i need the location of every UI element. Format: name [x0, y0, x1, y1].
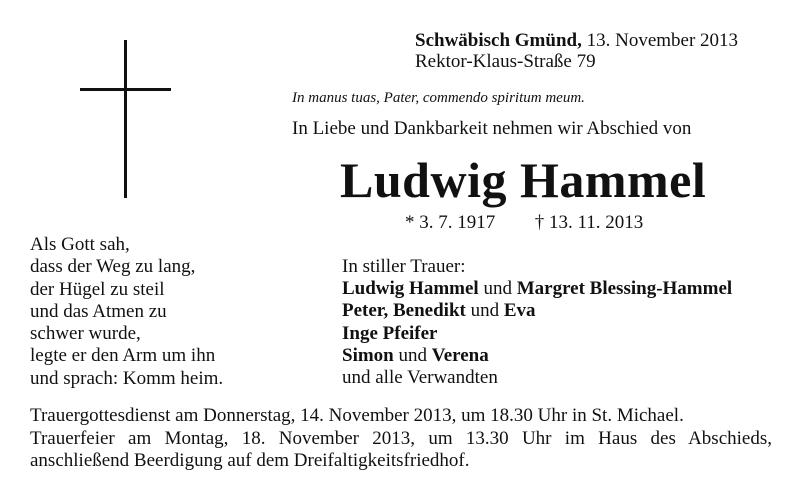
- notice-date: 13. November 2013: [586, 30, 739, 51]
- mourner-name: Eva: [503, 300, 536, 322]
- mourners-intro: In stiller Trauer:: [342, 256, 466, 277]
- poem-line: schwer wurde,: [30, 323, 141, 345]
- poem: [30, 234, 223, 390]
- service-line: Trauergottesdienst am Donnerstag, 14. November 2013, um 18.30 Uhr in St. Michael.: [30, 405, 684, 426]
- cross-icon-vertical: [124, 40, 127, 198]
- conjunction: und: [478, 278, 517, 300]
- mourner-name: Verena: [431, 344, 489, 366]
- poem-line: Als Gott sah,: [30, 234, 130, 255]
- latin-motto: In manus tuas, Pater, commendo spiritum meum.: [292, 90, 585, 106]
- service-line: anschließend Beerdigung auf dem Dreifaltigkeitsfriedhof.: [30, 450, 470, 471]
- mourners-list: [342, 256, 732, 389]
- place-city: Schwäbisch Gmünd,: [415, 30, 582, 51]
- service-details: [30, 405, 772, 473]
- mourner-name: Ludwig Hammel: [342, 278, 479, 300]
- farewell-line: In Liebe und Dankbarkeit nehmen wir Abschied von: [292, 118, 692, 139]
- conjunction: und: [393, 344, 432, 366]
- mourner-name: Inge Pfeifer: [342, 322, 438, 344]
- mourner-name: Simon: [342, 344, 394, 366]
- birth-date: * 3. 7. 1917: [405, 212, 496, 233]
- poem-line: und das Atmen zu: [30, 300, 167, 322]
- poem-line: und sprach: Komm heim.: [30, 367, 224, 389]
- poem-line: der Hügel zu steil: [30, 278, 165, 300]
- mourner-line: [342, 345, 732, 367]
- poem-line: dass der Weg zu lang,: [30, 256, 196, 278]
- mourner-line: [342, 278, 732, 300]
- service-line: Trauerfeier am Montag, 18. November 2013, um 13.30 Uhr im Haus des Abschieds,: [30, 427, 772, 449]
- mourner-name: Margret Blessing-Hammel: [516, 278, 733, 300]
- deceased-name: Ludwig Hammel: [340, 152, 707, 208]
- cross-icon-horizontal: [80, 88, 171, 91]
- life-dates: [405, 212, 643, 234]
- place-date-line: [415, 30, 738, 52]
- death-date: † 13. 11. 2013: [534, 212, 644, 233]
- mourner-line: [342, 300, 732, 322]
- mourners-closing: und alle Verwandten: [342, 367, 498, 389]
- mourner-name: Peter, Benedikt: [342, 300, 466, 322]
- mourner-line: [342, 323, 732, 345]
- poem-line: legte er den Arm um ihn: [30, 345, 216, 367]
- conjunction: und: [465, 300, 504, 322]
- street-address: Rektor-Klaus-Straße 79: [415, 51, 596, 72]
